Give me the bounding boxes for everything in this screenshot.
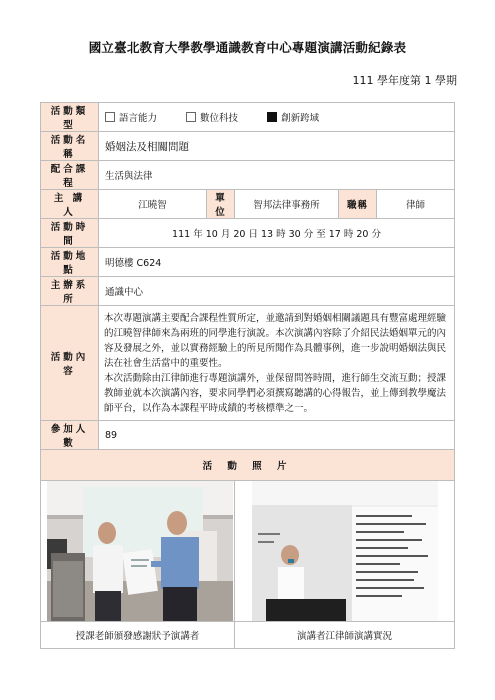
- activity-name-value: 婚姻法及相關問題: [99, 132, 455, 161]
- row-photos: [41, 481, 455, 622]
- row-photos-header: [41, 450, 455, 481]
- content-paragraph-2: 本次活動除由江律師進行專題演講外，並保留問答時間，進行師生交流互動；授課教師並就本次演講內容，要求同學們必須撰寫聽講的心得報告，並上傳到教學魔法師平台，以作為本課程平時成績的考核標準之一。: [104, 372, 447, 414]
- record-table: [40, 102, 455, 649]
- unit-value: 智邦法律事務所: [235, 190, 339, 219]
- photo-lecture: [252, 481, 438, 621]
- label-unit: 單位: [207, 190, 235, 219]
- photo-cell-2: [235, 481, 455, 622]
- time-value: 111 年 10 月 20 日 13 時 30 分 至 17 時 20 分: [99, 219, 455, 248]
- option-language[interactable]: 語言能力: [105, 110, 157, 124]
- photo-caption-1: 授課老師頒發感謝狀予演講者: [41, 622, 235, 649]
- checkbox-empty-icon[interactable]: [186, 112, 196, 122]
- checkbox-empty-icon[interactable]: [105, 112, 115, 122]
- row-location: [41, 248, 455, 277]
- row-course: [41, 161, 455, 190]
- label-position: 職稱: [339, 190, 377, 219]
- label-course: 配合課程: [41, 161, 99, 190]
- row-attendees: [41, 421, 455, 450]
- option-innovation[interactable]: 創新跨域: [267, 110, 319, 124]
- position-value: 律師: [377, 190, 455, 219]
- row-speaker: [41, 190, 455, 219]
- photo-lecture-image: [252, 481, 438, 621]
- label-activity-type: 活動類型: [41, 103, 99, 132]
- semester-label: 111 學年度第 1 學期: [352, 74, 457, 87]
- row-activity-type: [41, 103, 455, 132]
- content-paragraph-1: 本次專題演講主要配合課程性質所定，並邀請到對婚姻相關議題具有豐富處理經驗的江曉智律師來為兩班的同學進行演說。本次演講內容除了介紹民法婚姻單元的內容及發展之外，並以實務經驗上的所見所聞作為具體事例，進一步說明婚姻法與民法在社會生活當中的重要性。: [104, 312, 447, 369]
- content-value: [99, 306, 455, 421]
- label-organizer: 主辦系所: [41, 277, 99, 306]
- attendees-value: 89: [99, 421, 455, 450]
- photo-award-image: [47, 481, 233, 621]
- label-content: 活動內容: [41, 306, 99, 421]
- location-value: 明德樓 C624: [99, 248, 455, 277]
- row-content: [41, 306, 455, 421]
- organizer-value: 通識中心: [99, 277, 455, 306]
- label-location: 活動地點: [41, 248, 99, 277]
- document-title: 國立臺北教育大學教學通識教育中心專題演講活動紀錄表: [88, 40, 407, 55]
- row-organizer: [41, 277, 455, 306]
- option-digital[interactable]: 數位科技: [186, 110, 238, 124]
- label-speaker: 主 講 人: [41, 190, 99, 219]
- checkbox-filled-icon[interactable]: [267, 112, 277, 122]
- photo-caption-2: 演講者江律師演講實況: [235, 622, 455, 649]
- label-attendees: 參加人數: [41, 421, 99, 450]
- label-time: 活動時間: [41, 219, 99, 248]
- label-activity-name: 活動名稱: [41, 132, 99, 161]
- photo-cell-1: [41, 481, 235, 622]
- course-value: 生活與法律: [99, 161, 455, 190]
- speaker-value: 江曉智: [99, 190, 207, 219]
- activity-type-options: [99, 103, 455, 132]
- row-activity-name: [41, 132, 455, 161]
- label-photos: 活 動 照 片: [41, 450, 455, 481]
- row-time: [41, 219, 455, 248]
- row-photo-captions: [41, 622, 455, 649]
- photo-award: [47, 481, 233, 621]
